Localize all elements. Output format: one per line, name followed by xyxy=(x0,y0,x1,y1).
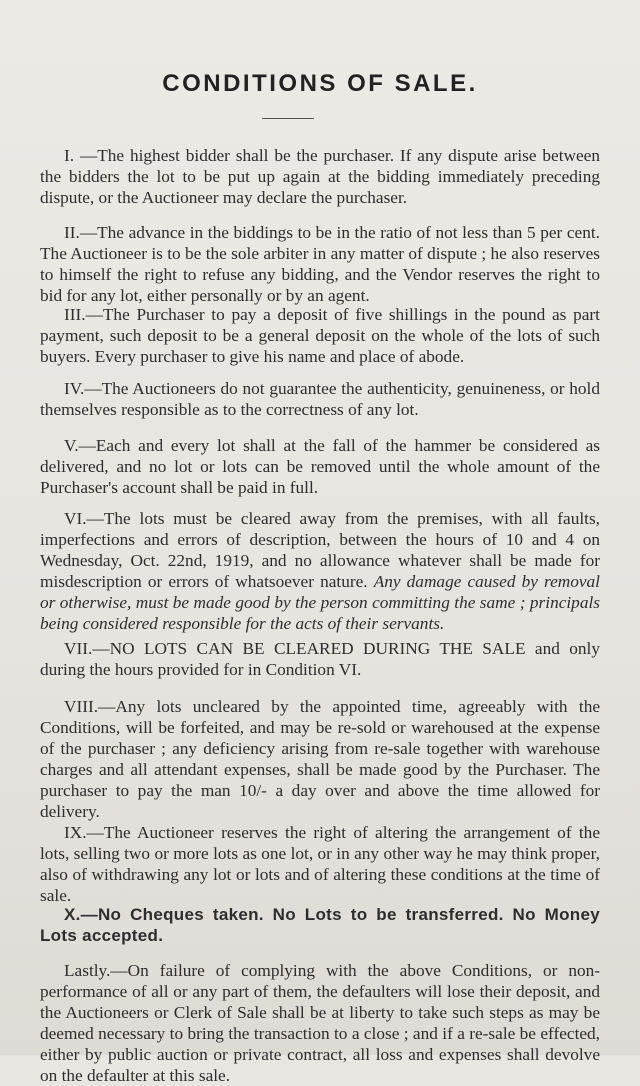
condition-8-text: VIII.—Any lots uncleared by the appointed time, agreeably with the Conditions, will be forfeited, and may be re-sold or warehoused at the expense of the purchaser ; any deficiency arising from re-sale together with warehouse charges and all attendant expenses, shall be made good by the Purchaser. The purchaser to pay the man 10/- a day over and above the time allowed for delivery. xyxy=(40,697,600,821)
condition-5 xyxy=(40,435,600,498)
condition-6-italic: Any damage caused by removal or otherwise, must be made good by the person committing the same ; principals being considered responsible for the acts of their servants. xyxy=(40,572,600,633)
condition-6 xyxy=(40,508,600,634)
condition-2 xyxy=(40,222,600,306)
title-divider xyxy=(262,118,314,119)
condition-4 xyxy=(40,378,600,420)
condition-5-text: V.—Each and every lot shall at the fall of the hammer be considered as delivered, and no lot or lots can be removed until the whole amount of the Purchaser's account shall be paid in full. xyxy=(40,436,600,497)
condition-4-text: IV.—The Auctioneers do not guarantee the authenticity, genuineness, or hold themselves responsible as to the correctness of any lot. xyxy=(40,379,600,419)
condition-7-text: VII.—NO LOTS CAN BE CLEARED DURING THE SALE and only during the hours provided for in Condition VI. xyxy=(40,639,600,679)
condition-6-text: VI.—The lots must be cleared away from the premises, with all faults, imperfections and errors of description, between the hours of 10 and 4 on Wednesday, Oct. 22nd, 1919, and no allowance whatever shall be made for misdescription or errors of whatsoever nature. xyxy=(40,509,600,591)
condition-1-text: I. —The highest bidder shall be the purchaser. If any dispute arise between the bidders the lot to be put up again at the bidding immediately preceding dispute, or the Auctioneer may declare the purchaser. xyxy=(40,146,600,207)
condition-2-text: II.—The advance in the biddings to be in the ratio of not less than 5 per cent. The Auctioneer is to be the sole arbiter in any matter of dispute ; he also reserves to himself the right to refuse any bidding, and the Vendor reserves the right to bid for any lot, either personally or by an agent. xyxy=(40,223,600,305)
condition-8 xyxy=(40,696,600,822)
page-title: CONDITIONS OF SALE. xyxy=(162,70,478,97)
condition-1 xyxy=(40,145,600,208)
condition-lastly-text: Lastly.—On failure of complying with the above Conditions, or non-performance of all or any part of them, the defaulters will lose their deposit, and the Auctioneers or Clerk of Sale shall be at liberty to take such steps as may be deemed necessary to bring the transaction to a close ; and if a re-sale be effected, either by public auction or private contract, all loss and expenses shall devolve on the defaulter at this sale. xyxy=(40,961,600,1085)
condition-10-text: X.—No Cheques taken. No Lots to be transferred. No Money Lots accepted. xyxy=(40,905,600,945)
condition-lastly xyxy=(40,960,600,1086)
condition-3 xyxy=(40,304,600,367)
condition-9-text: IX.—The Auctioneer reserves the right of altering the arrangement of the lots, selling two or more lots as one lot, or in any other way he may think proper, also of withdrawing any lot or lots and of altering these conditions at the time of sale. xyxy=(40,823,600,905)
condition-3-text: III.—The Purchaser to pay a deposit of five shillings in the pound as part payment, such deposit to be a general deposit on the whole of the lots of such buyers. Every purchaser to give his name and place of abode. xyxy=(40,305,600,366)
condition-9 xyxy=(40,822,600,906)
condition-10 xyxy=(40,904,600,946)
condition-7 xyxy=(40,638,600,680)
